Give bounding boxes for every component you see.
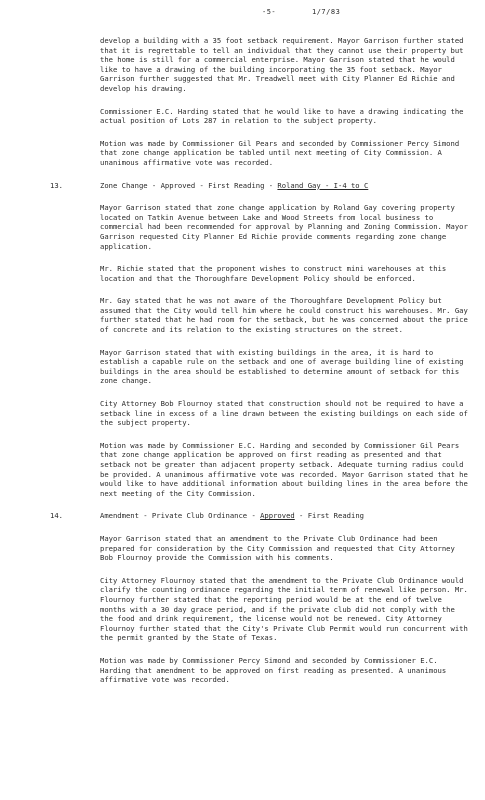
item-title-text: Zone Change - Approved - First Reading - (100, 180, 278, 190)
paragraph: Commissioner E.C. Harding stated that he would like to have a drawing indicating the actual position of Lots 287 in relation to the subject property. (100, 106, 464, 126)
item-title (100, 511, 472, 521)
paragraph: Mr. Gay stated that he was not aware of the Thoroughfare Development Policy but assumed that the City would tell him where he could construct his warehouses. Mr. Gay further stated that he had room for the setback, but he was concerned about the price of concrete and its relation to the existing structures on the street. (100, 296, 468, 335)
paragraph: Mayor Garrison stated that an amendment to the Private Club Ordinance had been prepared for consideration by the City Commission and requested that City Attorney Bob Flournoy provide the Commission with his comments. (100, 533, 455, 563)
item-number: 14. (50, 511, 63, 521)
paragraph: Mr. Richie stated that the proponent wishes to construct mini warehouses at this location and that the Thoroughfare Development Policy should be enforced. (100, 264, 447, 283)
paragraph: Mayor Garrison stated that with existing buildings in the area, it is hard to establish a capable rule on the setback and one of average building line of existing buildings in the area should be established to determine amount of setback for this zone change. (100, 347, 464, 386)
item-number: 13. (50, 180, 63, 190)
paragraph: Mayor Garrison stated that zone change application by Roland Gay covering property located on Tatkin Avenue between Lake and Wood Streets from local business to commercial had been recommended for approval by Planning and Zoning Commission. Mayor Garrison requested City Planner Ed Richie provide comments regarding zone change application. (100, 203, 468, 251)
paragraph: Motion was made by Commissioner Percy Simond and seconded by Commissioner E.C. Harding that amendment to be approved on first reading as presented. A unanimous affirmative vote was recorded. (100, 655, 447, 685)
item-title-underlined: Roland Gay - I-4 to C (277, 180, 369, 190)
agenda-item-14 (50, 511, 472, 521)
paragraph: City Attorney Flournoy stated that the amendment to the Private Club Ordinance would clarify the counting ordinance regarding the initial term of renewal like person. Mr. Flournoy further stated that the reporting period would be at the end of twelve months with a 30 day grace period, and if the private club did not comply with the the food and drink requirement, the license would not be renewed. City Attorney Flournoy further stated that the City's Private Club Permit would run concurrent with the permit granted by the State of Texas. (100, 575, 468, 643)
paragraph: Motion was made by Commissioner Gil Pears and seconded by Commissioner Percy Simond that zone change application be tabled until next meeting of City Commission. A unanimous affirmative vote was recorded. (100, 138, 460, 167)
item-title (100, 181, 472, 191)
item-title-text: Amendment - Private Club Ordinance - (100, 511, 261, 521)
page-date: 1/7/83 (312, 8, 341, 16)
page-number: -5- (262, 8, 277, 16)
paragraph: Motion was made by Commissioner E.C. Harding and seconded by Commissioner Gil Pears that zone change application be approved on first reading as presented and that setback not be greater than adjacent property setback. Adequate turning radius could be provided. A unanimous affirmative vote was recorded. Mayor Garrison stated that he would like to have additional information about building lines in the area before the next meeting of the City Commission. (100, 440, 468, 498)
document-body (50, 36, 472, 698)
item-title-underlined: Approved (260, 511, 295, 521)
paragraph: City Attorney Bob Flournoy stated that construction should not be required to have a setback line in excess of a line drawn between the existing buildings on each side of the subject property. (100, 399, 468, 428)
item-title-suffix: - First Reading (294, 511, 364, 521)
paragraph: develop a building with a 35 foot setback requirement. Mayor Garrison further stated that it is regrettable to tell an individual that they cannot use their property but the home is still for a commercial enterprise. Mayor Garrison stated that he would like to have a drawing of the building incorporating the 35 foot setback. Mayor Garrison further suggested that Mr. Treadwell meet with City Planner Ed Richie and develop his drawing. (100, 36, 464, 93)
agenda-item-13 (50, 180, 472, 191)
